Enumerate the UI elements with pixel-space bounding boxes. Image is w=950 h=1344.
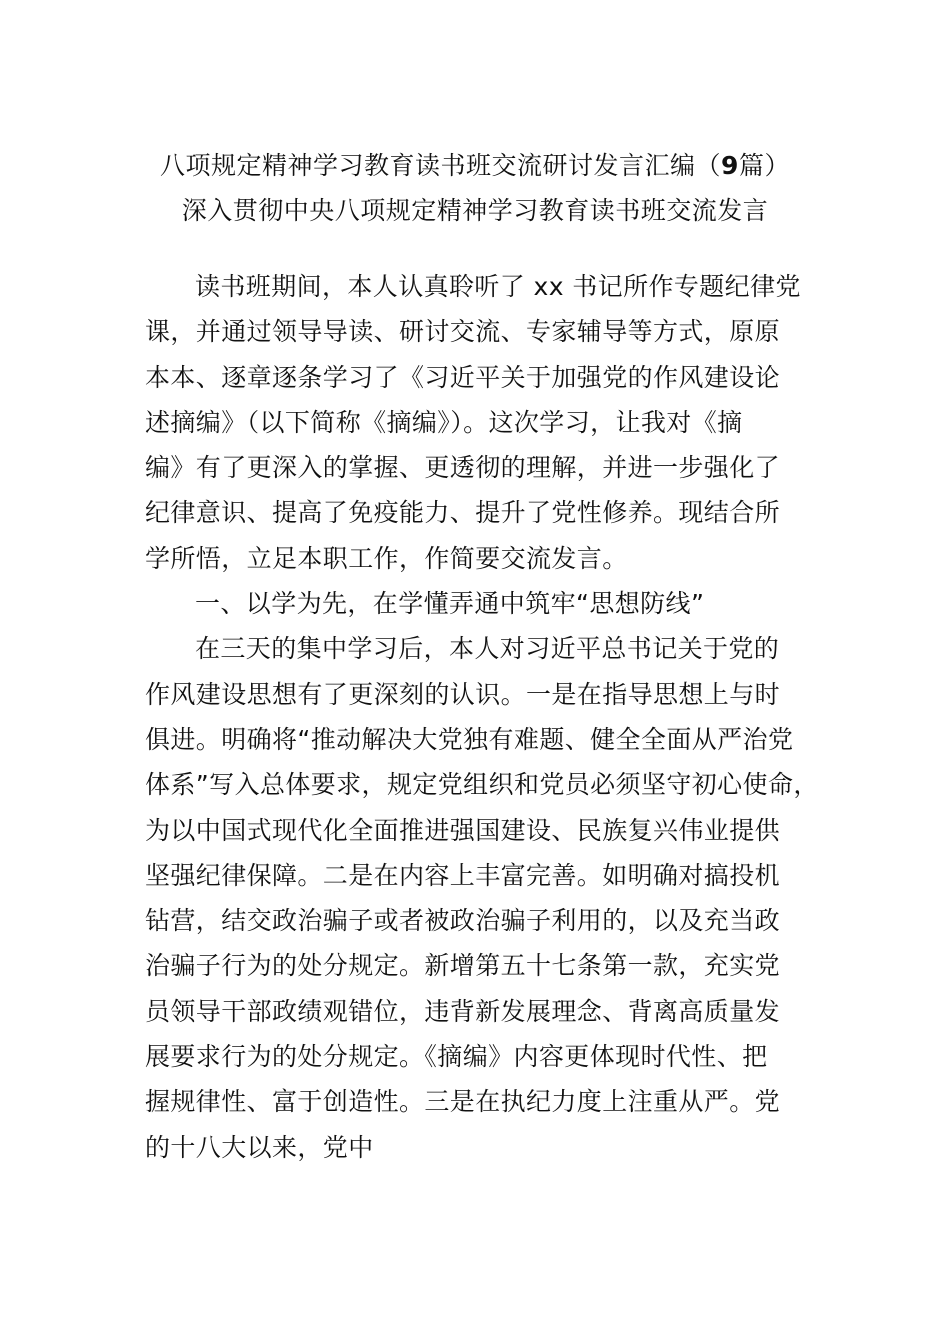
body-text [145,264,819,1170]
paragraph-line: 坚强纪律保障。二是在内容上丰富完善。如明确对搞投机 [145,860,781,890]
paragraph-line: 员领导干部政绩观错位，违背新发展理念、背离高质量发 [145,996,781,1026]
paragraph-line: 握规律性、富于创造性。三是在执纪力度上注重从严。党 [145,1087,781,1117]
paragraph-line: 述摘编》（以下简称《摘编》）。这次学习，让我对《摘 [145,407,743,437]
paragraph-line: 作风建设思想有了更深刻的认识。一是在指导思想上与时 [145,679,781,709]
paragraph-line: 展要求行为的处分规定。《摘编》内容更体现时代性、把 [145,1042,768,1072]
section-title: 深入贯彻中央八项规定精神学习教育读书班交流发言 [181,196,769,225]
paragraph-line: 本本、逐章逐条学习了《习近平关于加强党的作风建设论 [145,362,781,392]
document-title-count: 9 [721,151,739,180]
paragraph-line: 读书班期间，本人认真聆听了 xx 书记所作专题纪律党 [195,272,801,301]
document-title-main: 八项规定精神学习教育读书班交流研讨发言汇编（ [160,151,722,180]
paragraph-line: 体系”写入总体要求，规定党组织和党员必须坚守初心使命， [145,770,819,800]
paragraph-line: 课，并通过领导导读、研讨交流、专家辅导等方式，原原 [145,317,781,347]
paragraph-line: 学所悟，立足本职工作，作简要交流发言。 [145,543,628,573]
paragraph-line: 为以中国式现代化全面推进强国建设、民族复兴伟业提供 [145,815,781,845]
paragraph-line: 的十八大以来，党中 [145,1132,374,1162]
paragraph-line: 编》有了更深入的掌握、更透彻的理解，并进一步强化了 [145,453,781,483]
paragraph-line: 纪律意识、提高了免疫能力、提升了党性修养。现结合所 [145,498,781,528]
paragraph-line: 在三天的集中学习后，本人对习近平总书记关于党的 [195,634,780,664]
document-title-tail: 篇） [738,151,790,180]
section-heading: 一、以学为先，在学懂弄通中筑牢“思想防线” [195,589,705,619]
paragraph-line: 俱进。明确将“推动解决大党独有难题、健全全面从严治党 [145,724,794,754]
document-title [0,148,950,184]
paragraph-line: 治骗子行为的处分规定。新增第五十七条第一款，充实党 [145,951,781,981]
paragraph-line: 钻营，结交政治骗子或者被政治骗子利用的，以及充当政 [145,906,781,936]
